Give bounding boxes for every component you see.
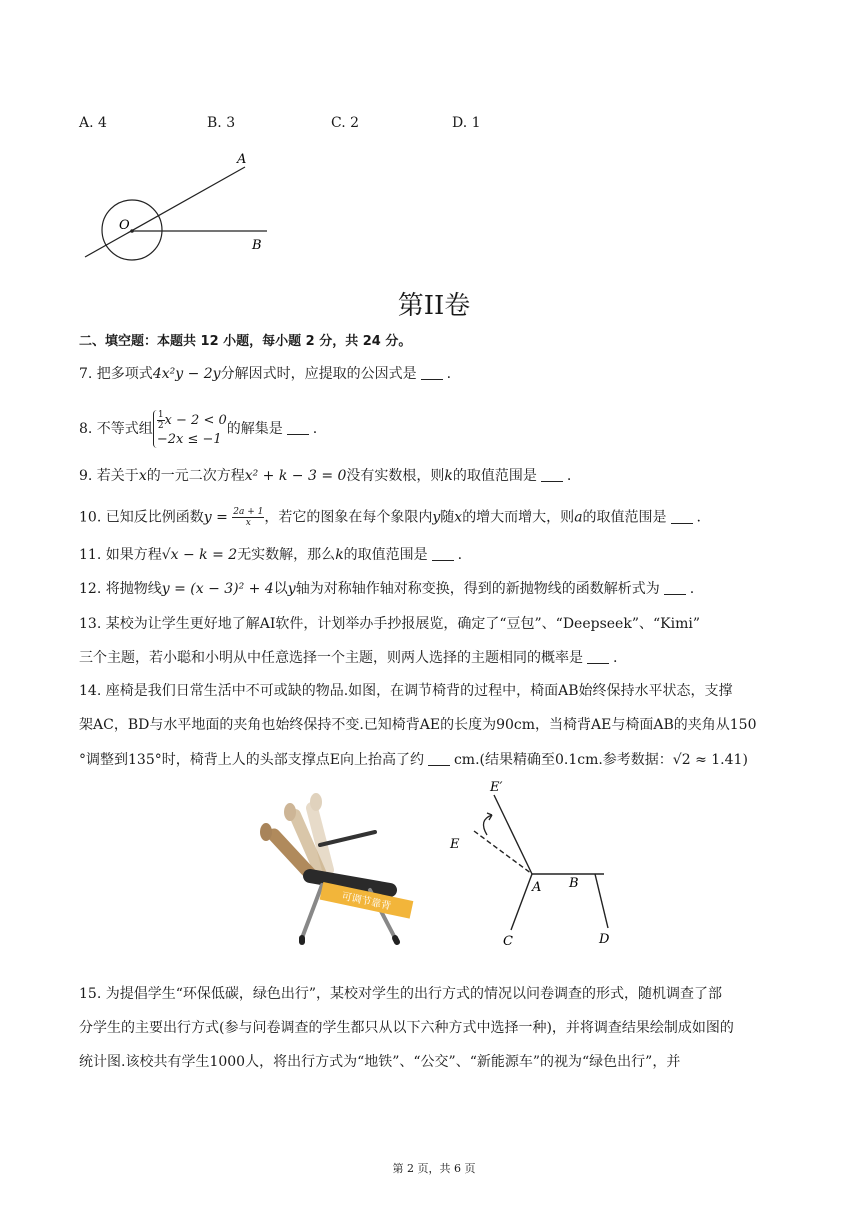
question-14-line-3: °调整到135°时，椅背上人的头部支撑点E向上抬高了约 cm.(结果精确至0.1cm.参考数据：√2 ≈ 1.41) [79,752,748,768]
label-a: A [237,152,247,167]
answer-blank[interactable] [421,365,443,380]
question-7: 7. 把多项式4x²y − 2y分解因式时，应提取的公因式是 . [79,366,452,382]
chair-geometry-figure [440,775,640,955]
label-b: B [252,238,262,253]
question-15-line-1: 15. 为提倡学生“环保低碳，绿色出行”，某校对学生的出行方式的情况以问卷调查的形式，随机调查了部 [79,986,723,1002]
label-d: D [599,932,610,947]
inequality-system: $\frac{1}{2}$ x − 2 < 0 −2x ≤ −1 [153,410,227,448]
answer-blank[interactable] [432,546,454,561]
question-14-line-1: 14. 座椅是我们日常生活中不可或缺的物品.如图，在调节椅背的过程中，椅面AB始终保持水平状态，支撑 [79,683,733,699]
question-8: 8. 不等式组 $\frac{1}{2}$ x − 2 < 0 −2x ≤ −1 的解集是 . [79,410,318,447]
section-heading: 二、填空题：本题共 12 小题，每小题 2 分，共 24 分。 [79,334,412,349]
question-13-line-2: 三个主题，若小聪和小明从中任意选择一个主题，则两人选择的主题相同的概率是 . [79,650,618,666]
section-title: 第II卷 [397,291,471,321]
photo-banner-text: 可调节靠背 [340,891,392,913]
label-e: E [450,837,460,852]
answer-blank[interactable] [671,509,693,524]
option-a: A. 4 [79,115,107,131]
fraction: $\frac{2a + 1}{x}$ [233,507,264,528]
question-9: 9. 若关于x的一元二次方程x² + k − 3 = 0没有实数根，则k的取值范围是 . [79,468,572,484]
label-a: A [532,880,542,895]
answer-blank[interactable] [664,580,686,595]
label-c: C [503,934,513,949]
answer-blank[interactable] [587,649,609,664]
question-13-line-1: 13. 某校为让学生更好地了解AI软件，计划举办手抄报展览，确定了“豆包”、“Deepseek”、“Kimi” [79,616,700,632]
option-c: C. 2 [331,115,360,131]
circle-angle-figure [75,145,285,270]
label-o: O [119,218,130,233]
option-d: D. 1 [452,115,481,131]
page-footer: 第 2 页，共 6 页 [392,1162,476,1175]
answer-blank[interactable] [541,467,563,482]
question-14-line-2: 架AC，BD与水平地面的夹角也始终保持不变.已知椅背AE的长度为90cm，当椅背AE与椅面AB的夹角从150 [79,717,757,733]
answer-blank[interactable] [287,420,309,435]
label-e-prime: E′ [490,780,503,795]
question-10: 10. 已知反比例函数y = $\frac{2a + 1}{x}$ ，若它的图象在每个象限内y随x的增大而增大，则a的取值范围是 . [79,507,701,528]
reclining-chair-photo [250,790,420,950]
answer-blank[interactable] [428,751,450,766]
label-b: B [569,876,579,891]
question-15-line-3: 统计图.该校共有学生1000人，将出行方式为“地铁”、“公交”、“新能源车”的视为“绿色出行”，并 [79,1054,681,1070]
question-12: 12. 将抛物线y = (x − 3)² + 4以y轴为对称轴作轴对称变换，得到的新抛物线的函数解析式为 . [79,581,695,597]
option-b: B. 3 [207,115,236,131]
question-15-line-2: 分学生的主要出行方式(参与问卷调查的学生都只从以下六种方式中选择一种)，并将调查结果绘制成如图的 [79,1020,734,1036]
question-11: 11. 如果方程√x − k = 2无实数解，那么k的取值范围是 . [79,547,463,563]
